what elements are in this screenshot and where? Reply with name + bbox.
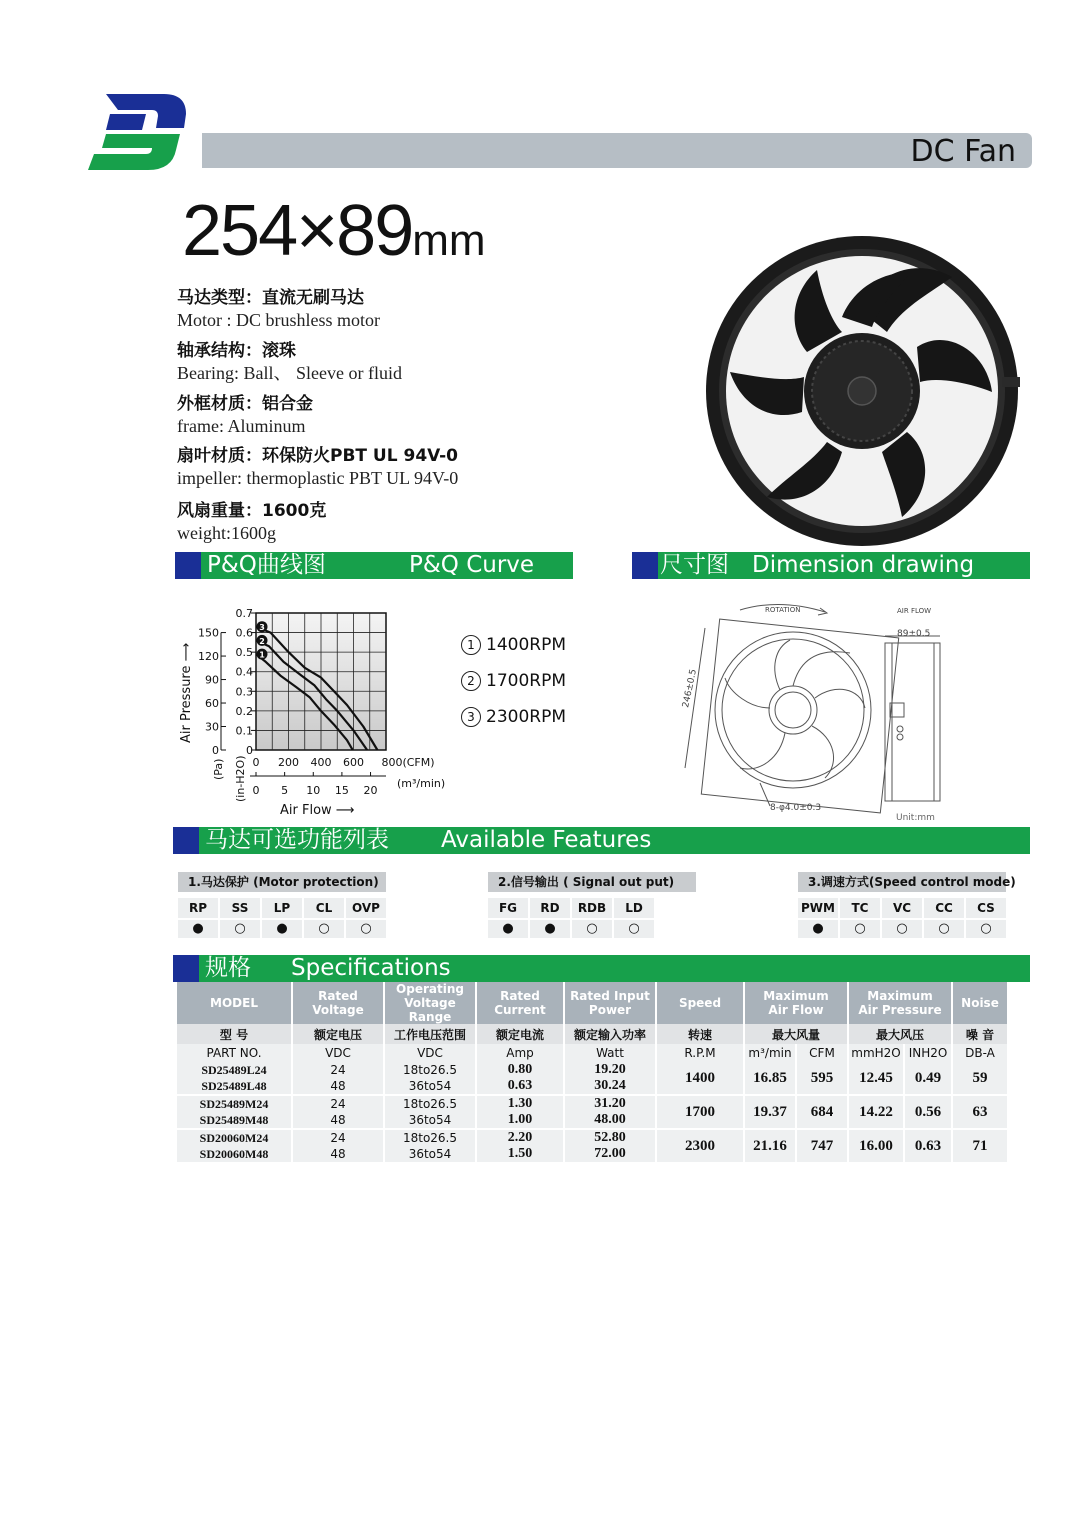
table-cell: 18to26.5 <box>384 1062 476 1078</box>
header-cn-cell: 额定电压 <box>292 1024 384 1044</box>
feature-lp: LP ● <box>262 898 302 938</box>
spec-cn: 马达类型：直流无刷马达 <box>177 288 364 308</box>
series-2-label: 2 <box>259 636 265 646</box>
unit-cell: CFM <box>796 1044 848 1062</box>
header-cn-cell: 最大风压 <box>848 1024 952 1044</box>
fan-size-title <box>182 190 486 272</box>
spec-en: Bearing: Ball、 Sleeve or fluid <box>177 363 402 383</box>
table-cell: 0.63 <box>904 1129 952 1162</box>
y-primary-tick-label: 60 <box>205 697 219 711</box>
table-cell: 2.20 <box>476 1129 564 1146</box>
feature-rdb: RDB ○ <box>572 898 612 938</box>
table-cell: 16.00 <box>848 1129 904 1162</box>
feature-fg: FG ● <box>488 898 528 938</box>
y-primary-tick-label: 150 <box>198 626 219 640</box>
unit-cell: VDC <box>292 1044 384 1062</box>
table-cell: SD25489L48 <box>177 1078 292 1095</box>
spec-cn: 轴承结构：滚珠 <box>177 341 296 361</box>
table-cell: 19.37 <box>744 1095 796 1129</box>
header-cn-cell: 噪 音 <box>952 1024 1008 1044</box>
table-row <box>177 1095 1008 1112</box>
spec-en: frame: Aluminum <box>177 416 306 436</box>
unit-cell: INH2O <box>904 1044 952 1062</box>
fan-size: 254×89 <box>182 191 413 271</box>
x-tick-label: 0 <box>252 756 260 769</box>
header-cell: Maximum Air Flow <box>744 982 848 1024</box>
feature-vc: VC ○ <box>882 898 922 938</box>
table-cell: SD20060M24 <box>177 1129 292 1146</box>
x-secondary-tick-label: 15 <box>334 784 349 797</box>
table-cell: 48 <box>292 1078 384 1095</box>
depth-label: 89±0.5 <box>897 629 931 639</box>
table-cell: 48 <box>292 1146 384 1162</box>
rotation-label: ROTATION <box>765 606 801 614</box>
unit-label: Unit:mm <box>896 813 935 823</box>
feature-rd: RD ● <box>530 898 570 938</box>
rpm-legend-1 <box>461 635 566 655</box>
section-title-en: P&Q Curve <box>409 552 535 578</box>
header-cell: MODEL <box>177 982 292 1024</box>
y-tick-label: 0.7 <box>235 607 253 620</box>
legend-number: 1 <box>461 635 481 655</box>
header-cn-cell: 转速 <box>656 1024 744 1044</box>
section-dimension <box>632 552 1030 579</box>
table-cell: 1.00 <box>476 1112 564 1129</box>
spec-cn: 外框材质：铝合金 <box>177 394 313 414</box>
feature-group-title: 1.马达保护 (Motor protection) <box>178 872 386 892</box>
feature-rp: RP ● <box>178 898 218 938</box>
header-cn-cell: 额定输入功率 <box>564 1024 656 1044</box>
table-cell: 52.80 <box>564 1129 656 1146</box>
table-row <box>177 1129 1008 1146</box>
x-secondary-tick-label: 20 <box>363 784 378 797</box>
x-secondary-tick-label: 0 <box>252 784 260 797</box>
dimension-drawing <box>660 598 1030 828</box>
section-title-en: Dimension drawing <box>752 552 975 578</box>
section-features <box>173 827 1030 854</box>
table-cell: SD25489M24 <box>177 1095 292 1112</box>
holes-label: 8-φ4.0±0.3 <box>770 803 822 813</box>
table-cell: 36to54 <box>384 1078 476 1095</box>
y-axis-title: Air Pressure ⟶ <box>179 642 194 743</box>
table-cell: 1400 <box>656 1062 744 1095</box>
feature-cc: CC ○ <box>924 898 964 938</box>
y-tick-label: 0.6 <box>235 626 253 640</box>
table-cell: SD20060M48 <box>177 1146 292 1162</box>
series-3-label: 3 <box>259 623 265 633</box>
legend-number: 3 <box>461 707 481 727</box>
table-cell: 16.85 <box>744 1062 796 1095</box>
spec-impeller <box>177 445 458 489</box>
feature-group-title: 2.信号输出 ( Signal out put) <box>488 872 696 892</box>
header-cn-cell: 型 号 <box>177 1024 292 1044</box>
spec-bearing <box>177 340 402 384</box>
table-cell: 24 <box>292 1062 384 1078</box>
unit-cell: DB-A <box>952 1044 1008 1062</box>
header-cell: Noise <box>952 982 1008 1024</box>
table-cell: 2300 <box>656 1129 744 1162</box>
legend-number: 2 <box>461 671 481 691</box>
table-cell: SD25489L24 <box>177 1062 292 1078</box>
y-primary-tick-label: 120 <box>198 650 219 664</box>
table-cell: 48 <box>292 1112 384 1129</box>
table-cell: 14.22 <box>848 1095 904 1129</box>
spec-en: weight:1600g <box>177 523 276 543</box>
table-row <box>177 1062 1008 1078</box>
feature-ovp: OVP ○ <box>346 898 386 938</box>
feature-group-title: 3.调速方式(Speed control mode) <box>798 872 1006 892</box>
table-cell: 684 <box>796 1095 848 1129</box>
table-cell: 12.45 <box>848 1062 904 1095</box>
unit-cell: Amp <box>476 1044 564 1062</box>
x-axis-title: Air Flow ⟶ <box>280 803 355 818</box>
section-title-cn: 尺寸图 <box>660 552 729 578</box>
rpm-legend-3 <box>461 707 566 727</box>
table-cell: 36to54 <box>384 1112 476 1129</box>
table-cell: 36to54 <box>384 1146 476 1162</box>
table-cell: 0.80 <box>476 1062 564 1078</box>
spec-en: impeller: thermoplastic PBT UL 94V-0 <box>177 468 459 488</box>
section-title-cn: 马达可选功能列表 <box>205 827 389 853</box>
header-cell: Maximum Air Pressure <box>848 982 952 1024</box>
legend-label: 1700RPM <box>486 671 566 691</box>
table-cell: 0.49 <box>904 1062 952 1095</box>
y-primary-tick-label: 0 <box>212 744 219 757</box>
spec-en: Motor : DC brushless motor <box>177 310 381 330</box>
unit-cell: Watt <box>564 1044 656 1062</box>
header-cn-cell: 工作电压范围 <box>384 1024 476 1044</box>
unit-cell: m³/min <box>744 1044 796 1062</box>
table-cell: 71 <box>952 1129 1008 1162</box>
table-cell: 31.20 <box>564 1095 656 1112</box>
fan-photo <box>702 232 1022 550</box>
table-cell: 30.24 <box>564 1078 656 1095</box>
spec-cn: 风扇重量：1600克 <box>177 501 327 521</box>
spec-table <box>177 982 1009 1162</box>
table-cell: 24 <box>292 1095 384 1112</box>
title-bar <box>202 133 1032 168</box>
section-specifications <box>173 955 1030 982</box>
table-cell: 21.16 <box>744 1129 796 1162</box>
y-tick-label: 0.1 <box>235 724 253 738</box>
header-cell: Operating Voltage Range <box>384 982 476 1024</box>
doc-title: DC Fan <box>910 134 1016 169</box>
header-cell: Rated Voltage <box>292 982 384 1024</box>
unit-cell: mmH2O <box>848 1044 904 1062</box>
fan-size-unit: mm <box>412 216 486 265</box>
x-tick-label: 800(CFM) <box>381 756 435 769</box>
x-secondary-tick-label: 10 <box>306 784 321 797</box>
spec-cn: 扇叶材质：环保防火PBT UL 94V-0 <box>177 446 458 466</box>
table-cell: 747 <box>796 1129 848 1162</box>
feature-ld: LD ○ <box>614 898 654 938</box>
unit-cell: R.P.M <box>656 1044 744 1062</box>
table-cell: 0.56 <box>904 1095 952 1129</box>
table-cell: 19.20 <box>564 1062 656 1078</box>
table-cell: 59 <box>952 1062 1008 1095</box>
feature-cl: CL ○ <box>304 898 344 938</box>
table-cell: 1.30 <box>476 1095 564 1112</box>
size-label: 246±0.5 <box>681 668 700 709</box>
y-tick-label: 0.3 <box>235 685 253 699</box>
y-tick-label: 0.5 <box>235 646 253 660</box>
company-logo <box>86 92 190 172</box>
table-cell: 24 <box>292 1129 384 1146</box>
header-cell: Speed <box>656 982 744 1024</box>
feature-pwm: PWM ● <box>798 898 838 938</box>
table-cell: 1.50 <box>476 1146 564 1162</box>
table-cell: 595 <box>796 1062 848 1095</box>
y-primary-unit: (Pa) <box>212 758 225 780</box>
section-title-cn: 规格 <box>205 955 251 981</box>
air-flow-label: AIR FLOW <box>897 607 932 615</box>
table-cell: 48.00 <box>564 1112 656 1129</box>
series-1-label: 1 <box>259 650 265 660</box>
header-cn-cell: 最大风量 <box>744 1024 848 1044</box>
table-cell: 1700 <box>656 1095 744 1129</box>
table-cell: SD25489M48 <box>177 1112 292 1129</box>
y-secondary-unit: (in-H2O) <box>234 755 247 802</box>
x-tick-label: 400 <box>310 756 332 769</box>
section-pq-curve <box>175 552 573 579</box>
table-cell: 18to26.5 <box>384 1129 476 1146</box>
table-cell: 18to26.5 <box>384 1095 476 1112</box>
spec-frame <box>177 393 313 437</box>
table-cell: 72.00 <box>564 1146 656 1162</box>
y-primary-tick-label: 30 <box>205 720 219 734</box>
unit-cell: VDC <box>384 1044 476 1062</box>
feature-ss: SS ○ <box>220 898 260 938</box>
y-primary-tick-label: 90 <box>205 673 219 687</box>
x-tick-label: 600 <box>343 756 364 769</box>
x-secondary-tick-label: 5 <box>281 784 289 797</box>
spec-weight <box>177 500 326 544</box>
y-tick-label: 0.4 <box>235 665 253 679</box>
y-tick-label: 0.2 <box>235 704 253 718</box>
spec-motor <box>177 287 380 331</box>
legend-label: 1400RPM <box>486 635 566 655</box>
section-title-en: Available Features <box>441 827 652 853</box>
feature-tc: TC ○ <box>840 898 880 938</box>
legend-label: 2300RPM <box>486 707 566 727</box>
feature-cs: CS ○ <box>966 898 1006 938</box>
unit-cell: PART NO. <box>177 1044 292 1062</box>
x-tick-label: 200 <box>278 756 299 769</box>
header-cell: Rated Current <box>476 982 564 1024</box>
rpm-legend-2 <box>461 671 566 691</box>
y-tick-label: 0 <box>246 744 253 757</box>
x-secondary-unit: (m³/min) <box>397 777 446 790</box>
pq-chart <box>175 600 465 825</box>
table-cell: 0.63 <box>476 1078 564 1095</box>
section-title-cn: P&Q曲线图 <box>207 552 326 578</box>
table-cell: 63 <box>952 1095 1008 1129</box>
section-title-en: Specifications <box>291 955 451 981</box>
header-cn-cell: 额定电流 <box>476 1024 564 1044</box>
header-cell: Rated Input Power <box>564 982 656 1024</box>
